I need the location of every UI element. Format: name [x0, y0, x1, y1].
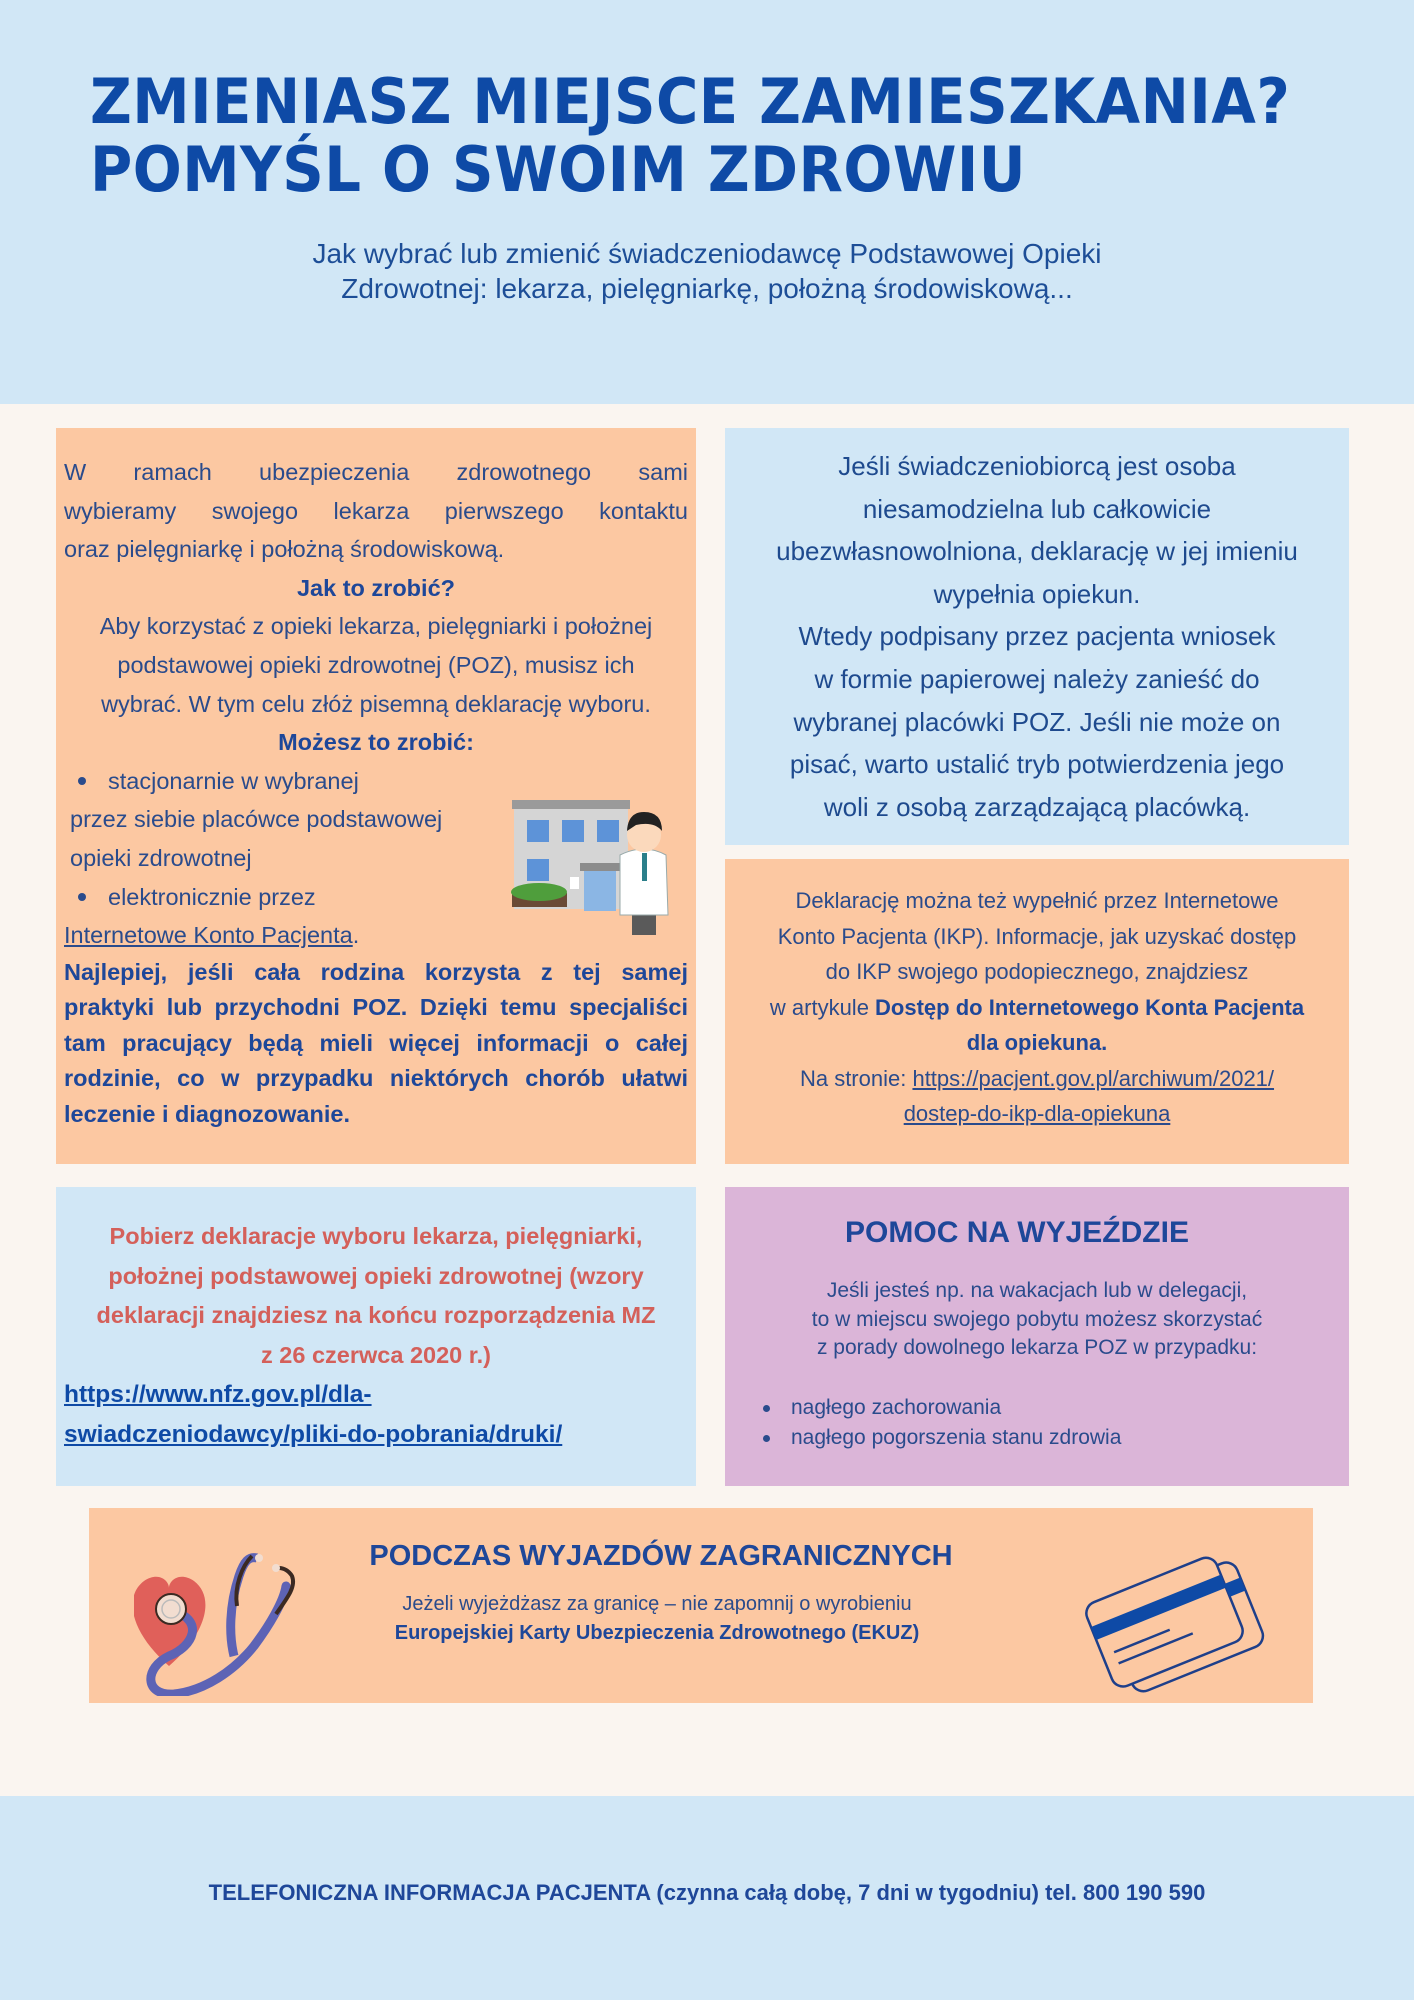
doctor-figure	[620, 812, 668, 935]
travel-paragraph	[735, 1277, 1339, 1363]
page-subtitle	[0, 236, 1414, 306]
title-line-2: POMYŚL O SWOIM ZDROWIU	[90, 133, 1027, 206]
article-title-cont: dla opiekuna.	[966, 1030, 1108, 1055]
travel-bullets	[735, 1393, 1339, 1453]
banner-text: Jeżeli wyjeżdżasz za granicę – nie zapomnij o wyrobieniu	[402, 1593, 912, 1615]
patient-helpline-text: TELEFONICZNA INFORMACJA PACJENTA (czynna całą dobę, 7 dni w tygodniu) tel. 800 190 590	[208, 1880, 1206, 1905]
page-title	[90, 65, 1291, 206]
banner-ekuz-text: Europejskiej Karty Ubezpieczenia Zdrowotnego (EKUZ)	[394, 1622, 920, 1644]
option-text: elektronicznie przez	[108, 883, 316, 910]
abroad-banner	[89, 1508, 1313, 1703]
guardian-line: woli z osobą zarządzającą placówką.	[823, 791, 1251, 822]
guardian-line: wybranej placówki POZ. Jeśli nie może on	[793, 706, 1281, 737]
article-line	[735, 990, 1339, 1026]
travel-help-box	[725, 1187, 1349, 1486]
family-line: tam pracujący będą mieli więcej informacji o całej	[64, 1029, 688, 1056]
building-roof	[512, 800, 630, 809]
intro-line: W ramach ubezpieczenia zdrowotnego sami	[64, 459, 688, 485]
family-line: Najlepiej, jeśli cała rodzina korzysta z tej samej	[64, 958, 688, 985]
door-awning	[580, 863, 620, 871]
travel-line: z porady dowolnego lekarza POZ w przypadku:	[816, 1336, 1258, 1359]
travel-bullet: nagłego pogorszenia stanu zdrowia	[763, 1423, 1339, 1453]
pacjent-gov-link[interactable]: https://pacjent.gov.pl/archiwum/2021/	[912, 1065, 1275, 1091]
nfz-forms-link-cont[interactable]: swiadczeniodawcy/pliki-do-pobrania/druki/	[64, 1420, 563, 1448]
how-heading: Jak to zrobić?	[296, 574, 455, 601]
guardian-line: Jeśli świadczeniobiorcą jest osoba	[838, 451, 1236, 481]
guardian-line: w formie papierowej należy zanieść do	[814, 663, 1260, 694]
download-forms-box	[56, 1187, 696, 1486]
how-line: Aby korzystać z opieki lekarza, pielęgniarki i położnej	[99, 613, 653, 640]
site-line	[735, 1061, 1339, 1097]
intro-line: wybieramy swojego lekarza pierwszego kontaktu	[64, 497, 688, 524]
download-line: Pobierz deklaracje wyboru lekarza, pielęgniarki,	[109, 1223, 643, 1249]
option-continuation: przez siebie placówce podstawowej	[70, 806, 443, 833]
article-title: Dostęp do Internetowego Konta Pacjenta	[875, 994, 1305, 1020]
option-continuation: opieki zdrowotnej	[70, 844, 252, 871]
guardian-line: pisać, warto ustalić tryb potwierdzenia jego	[789, 749, 1285, 780]
bullet-icon	[78, 893, 86, 901]
guardian-line: wypełnia opiekun.	[933, 578, 1141, 609]
subtitle-line-1: Jak wybrać lub zmienić świadczeniodawcę Podstawowej Opieki	[312, 238, 1102, 269]
punctuation: .	[352, 922, 360, 949]
guardian-line: ubezwłasnowolniona, deklarację w jej imieniu	[776, 536, 1298, 567]
how-line: wybrać. W tym celu złóż pisemną deklarację wyboru.	[101, 690, 651, 717]
ikp-line: Konto Pacjenta (IKP). Informacje, jak uzyskać dostęp	[777, 923, 1297, 949]
doctor-clinic-illustration	[510, 795, 670, 940]
footer-band	[0, 1796, 1414, 2000]
family-line: rodzinie, co w przypadku niektórych chorób ułatwi	[64, 1065, 688, 1092]
travel-bullet: nagłego zachorowania	[763, 1393, 1339, 1423]
can-heading: Możesz to zrobić:	[278, 729, 474, 756]
pacjent-gov-link-cont[interactable]: dostep-do-ikp-dla-opiekuna	[903, 1101, 1171, 1126]
ikp-line: do IKP swojego podopiecznego, znajdziesz	[825, 959, 1249, 984]
subtitle-line-2: Zdrowotnej: lekarza, pielęgniarkę, położną środowiskową...	[341, 273, 1073, 304]
download-line: deklaracji znajdziesz na końcu rozporządzenia MZ	[96, 1302, 656, 1328]
travel-line: to w miejscu swojego pobytu możesz skorzystać	[811, 1307, 1263, 1331]
title-line-1: ZMIENIASZ MIEJSCE ZAMIESZKANIA?	[90, 65, 1291, 138]
family-line: leczenie i diagnozowanie.	[64, 1100, 350, 1127]
guardian-info-box	[725, 428, 1349, 845]
ikp-info-box	[725, 859, 1349, 1164]
ikp-link[interactable]: Internetowe Konto Pacjenta	[64, 922, 353, 949]
clinic-door	[584, 871, 616, 911]
guardian-line: niesamodzielna lub całkowicie	[862, 493, 1212, 524]
family-line: praktyki lub przychodni POZ. Dzięki temu specjaliści	[64, 994, 688, 1021]
nfz-forms-link[interactable]: https://www.nfz.gov.pl/dla-	[64, 1381, 372, 1408]
header-band	[0, 0, 1414, 404]
door-sign	[570, 877, 579, 889]
hedge	[511, 883, 567, 901]
guardian-line: Wtedy podpisany przez pacjenta wniosek	[798, 621, 1276, 652]
family-paragraph	[64, 955, 688, 1133]
travel-line: Jeśli jesteś np. na wakacjach lub w delegacji,	[826, 1279, 1248, 1302]
option-text: stacjonarnie w wybranej	[108, 767, 359, 794]
site-prefix: Na stronie:	[799, 1065, 913, 1091]
intro-line: oraz pielęgniarkę i położną środowiskową.	[64, 536, 505, 563]
ekuz-card-icon	[1079, 1546, 1279, 1696]
article-prefix: w artykule	[769, 994, 876, 1020]
banner-heading: PODCZAS WYJAZDÓW ZAGRANICZNYCH	[369, 1540, 953, 1572]
download-line: z 26 czerwca 2020 r.)	[261, 1341, 491, 1368]
how-line: podstawowej opieki zdrowotnej (POZ), musisz ich	[117, 651, 635, 678]
bullet-icon	[78, 777, 86, 785]
download-line: położnej podstawowej opieki zdrowotnej (wzory	[108, 1262, 644, 1289]
travel-heading: POMOC NA WYJEŹDZIE	[845, 1216, 1189, 1249]
ikp-line: Deklarację można też wypełnić przez Internetowe	[795, 888, 1279, 913]
